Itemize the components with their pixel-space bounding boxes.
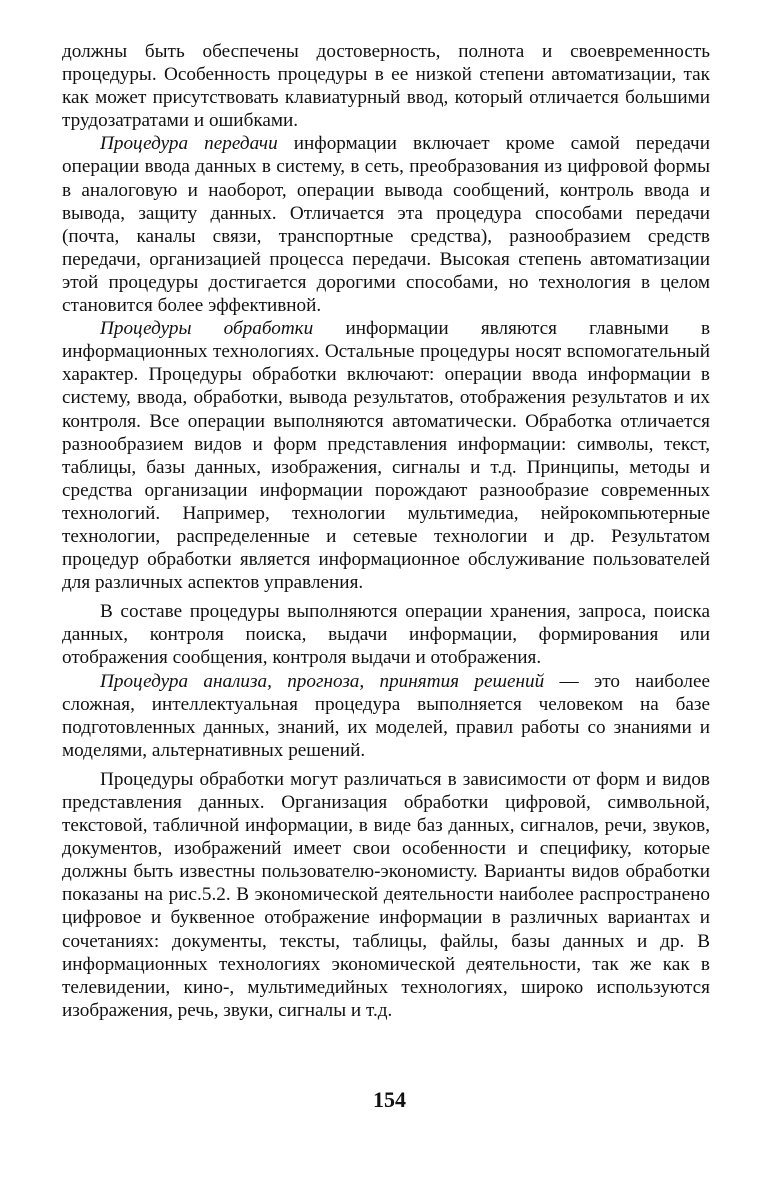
page-number: 154 xyxy=(373,1087,406,1112)
paragraph-continuation xyxy=(62,40,710,132)
paragraph-processing-procedures xyxy=(62,317,710,594)
paragraph-text: информации включает кроме самой передачи операции ввода данных в систему, в сеть, преобразования из цифровой формы в аналоговую и наоборот, операции вывода сообщений, контроль ввода и вывода, защиту данных. Отличается эта процедура способами передачи (почта, каналы связи, транспортные средства), разнообразием средств передачи, организацией процесса передачи. Высокая степень автоматизации этой процедуры достигается дорогими способами, но технология в целом становится более эффективной. xyxy=(62,133,710,317)
paragraph-procedure-operations xyxy=(62,600,710,669)
page-body xyxy=(62,40,710,1022)
paragraph-lead: Процедура передачи xyxy=(100,133,278,155)
paragraph-processing-forms xyxy=(62,768,710,1022)
paragraph-lead: Процедуры обработки xyxy=(100,318,314,340)
paragraph-lead: Процедура анализа, прогноза, принятия решений xyxy=(100,670,545,692)
paragraph-transfer-procedure xyxy=(62,132,710,317)
paragraph-text: информации являются главными в информационных технологиях. Остальные процедуры носят вспомогательный характер. Процедуры обработки включают: операции ввода информации в систему, ввода, обработки, вывода результатов, отображения результатов и их контроля. Все операции выполняются автоматически. Обработка отличается разнообразием видов и форм представления информации: символы, текст, таблицы, базы данных, изображения, сигналы и т.д. Принципы, методы и средства организации информации порождают разнообразие современных технологий. Например, технологии мультимедиа, нейрокомпьютерные технологии, распределенные и сетевые технологии и др. Результатом процедур обработки является информационное обслуживание пользователей для различных аспектов управления. xyxy=(62,318,711,594)
paragraph-text: Процедуры обработки могут различаться в зависимости от форм и видов представления данных. Организация обработки цифровой, символьной, текстовой, табличной информации, в виде баз данных, сигналов, речи, звуков, документов, изображений имеет свои особенности и специфику, которые должны быть известны пользователю-экономисту. Варианты видов обработки показаны на рис.5.2. В экономической деятельности наиболее распространено цифровое и буквенное отображение информации в различных вариантах и сочетаниях: документы, тексты, таблицы, файлы, базы данных и др. В информационных технологиях экономической деятельности, так же как в телевидении, кино-, мультимедийных технологиях, широко используются изображения, речь, звуки, сигналы и т.д. xyxy=(62,768,710,1021)
paragraph-text: — это наиболее сложная, интеллектуальная процедура выполняется человеком на базе подготовленных данных, знаний, их моделей, правил работы со знаниями и моделями, альтернативных решений. xyxy=(62,670,710,761)
paragraph-text: должны быть обеспечены достоверность, полнота и своевременность процедуры. Особенность процедуры в ее низкой степени автоматизации, так как может присутствовать клавиатурный ввод, который отличается большими трудозатратами и ошибками. xyxy=(62,41,710,132)
paragraph-text: В составе процедуры выполняются операции хранения, запроса, поиска данных, контроля поиска, выдачи информации, формирования или отображения сообщения, контроля выдачи и отображения. xyxy=(62,601,710,669)
paragraph-analysis-procedure xyxy=(62,670,710,762)
